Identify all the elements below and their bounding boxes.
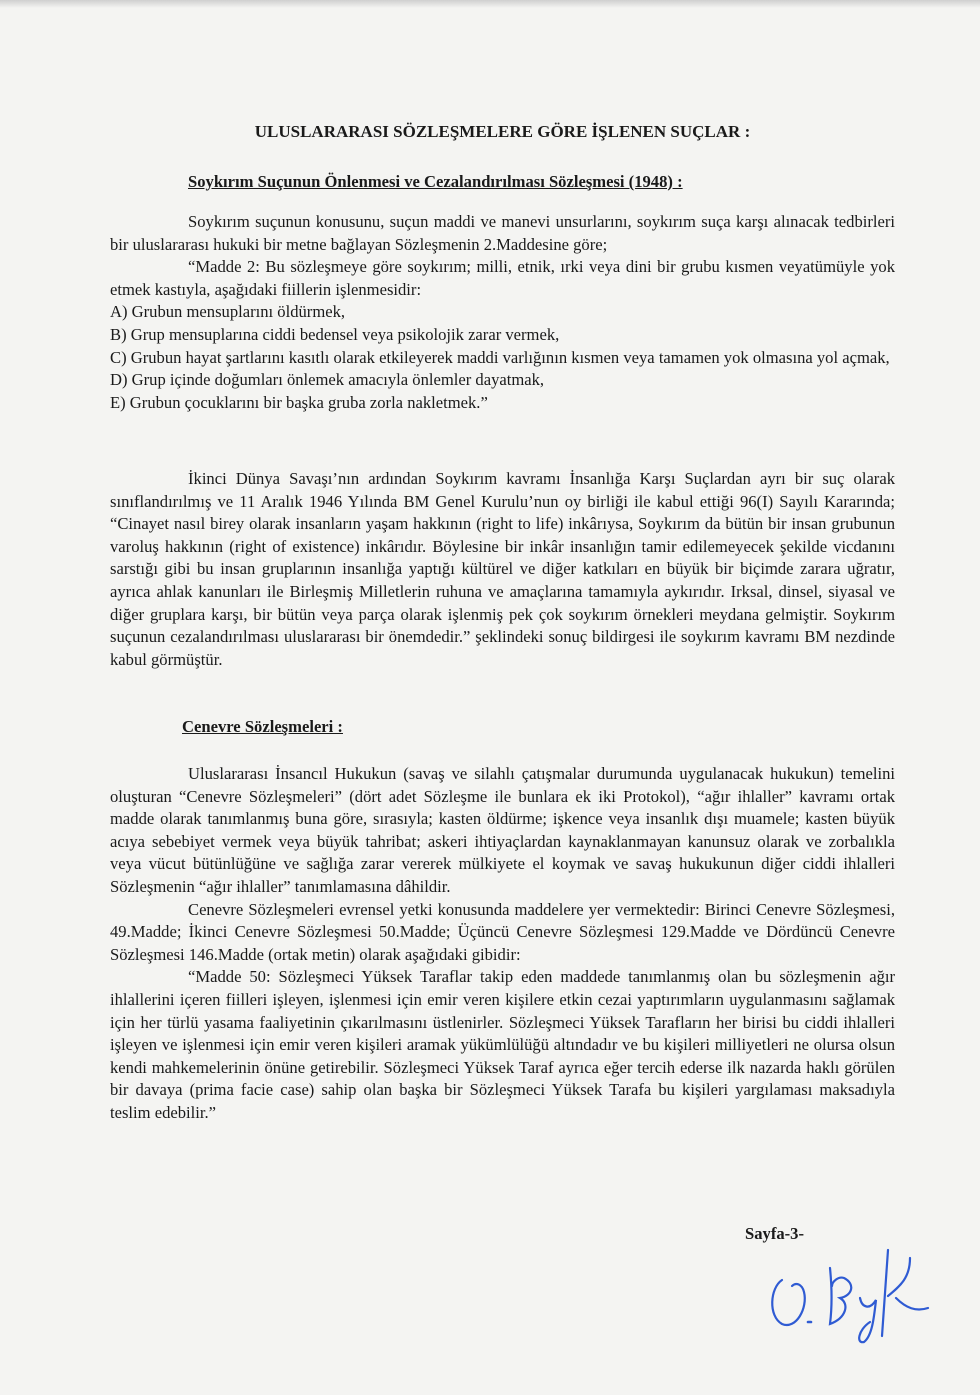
page-number: Sayfa-3- [745, 1224, 804, 1243]
genocide-acts-list [110, 301, 895, 414]
genocide-intro: Soykırım suçunun konusunu, suçun maddi ve manevi unsurlarını, soykırım suça karşı alınacak tedbirleri bir uluslararası hukuki bir metne bağlayan Sözleşmenin 2.Maddesine göre; [110, 212, 895, 254]
geneva-grave-breaches-paragraph: Uluslararası İnsancıl Hukukun (savaş ve silahlı çatışmalar durumunda uygulanacak hukukun) temelini oluşturan “Cenevre Sözleşmeleri” (dört adet Sözleşme ile bunlara ek iki Protokol), “ağır ihlaller” kavramı ortak madde olarak tanımlanmış buna göre, sırasıyla; kasten öldürme; işkence veya insanlık dışı muamele; kasten büyük acıya sebebiyet vermek veya büyük tahribat; askeri ihtiyaçlardan kaynaklanmayan kanunsuz olarak ve zorbalıkla veya vücut bütünlüğüne ve sağlığa zarar vererek mülkiyete el koymak ve savaş hukukunun diğer ciddi ihlalleri Sözleşmenin “ağır ihlaller” tanımlamasına dâhildir. [110, 764, 895, 896]
list-item: D) Grup içinde doğumları önlemek amacıyla önlemler dayatmak, [110, 370, 545, 390]
section-geneva-body [110, 763, 895, 1125]
list-item: E) Grubun çocuklarını bir başka gruba zorla nakletmek.” [110, 392, 488, 412]
un-resolution-paragraph: İkinci Dünya Savaşı’nın ardından Soykırım kavramı İnsanlığa Karşı Suçlardan ayrı bir suç olarak sınıflandırılmış ve 11 Aralık 1946 Yılında BM Genel Kurulu’nun oy birliği ile kabul ettiği 96(I) Sayılı Kararında; “Cinayet nasıl birey olarak insanların yaşam hakkının (right to life) inkârıysa, Soykırım da bütün bir insan grubunun varoluş hakkının (right of existence) inkârıdır. Böylesine bir inkâr insanlığın tamir edilemeyecek şekilde vicdanını sarstığı gibi bu insan gruplarının insanlığa yaptığı kültürel ve diğer katkıları en büyük bir biçimde zarara uğratır, ayrıca ahlak kanunları ile Birleşmiş Milletlerin ruhuna ve amaçlarına tamamıyla aykırıdır. Irksal, dinsel, siyasal ve diğer gruplara karşı, bir bütün veya parça olarak işlenmiş pek çok soykırım örnekleri meydana gelmiştir. Soykırım suçunun cezalandırılması uluslararası bir önemdedir.” şeklindeki sonuç bildirgesi ile soykırım kavramı BM nezdinde kabul görmüştür. [110, 469, 895, 669]
signature-stroke [830, 1268, 851, 1324]
list-item: A) Grubun mensuplarını öldürmek, [110, 302, 346, 322]
list-item: C) Grubun hayat şartlarını kasıtlı olarak etkileyerek maddi varlığının kısmen veya tamamen yok olmasına yol açmak, [110, 347, 890, 367]
signature-image [760, 1238, 960, 1348]
section-heading-genocide: Soykırım Suçunun Önlenmesi ve Cezalandırılması Sözleşmesi (1948) : [188, 172, 683, 191]
section-heading-geneva: Cenevre Sözleşmeleri : [182, 717, 343, 736]
signature-stroke [859, 1298, 876, 1342]
geneva-article-50-quote: “Madde 50: Sözleşmeci Yüksek Taraflar takip eden maddede tanımlanmış olan bu sözleşmenin ağır ihlallerini içeren fiilleri işleyen, işlenmesi için emir veren kişilere etkin cezai yaptırımların uygulanmasını sağlamak için her türlü yasama faaliyetinin çıkarılmasını üstlenirler. Sözleşmeci Yüksek Tarafların her birisi bu ciddi ihlalleri işleyen ve işlenmesi için emir veren kişileri aramak yükümlülüğü altındadır ve bu kişileri milliyetleri ne olursa olsun kendi mahkemelerinin önüne getirebilir. Sözleşmeci Yüksek Taraf ayrıca eğer tercih ederse ilk nazarda haklı görülen bir davaya (prima facie case) sahip olan başka bir Sözleşmeci Yüksek Tarafa bu kişileri yargılaması maksadıyla teslim edebilir.” [110, 967, 895, 1122]
geneva-universal-jurisdiction-paragraph: Cenevre Sözleşmeleri evrensel yetki konusunda maddelere yer vermektedir: Birinci Cenevre Sözleşmesi, 49.Madde; İkinci Cenevre Sözleşmesi 50.Madde; Üçüncü Cenevre Sözleşmesi 129.Madde ve Dördüncü Cenevre Sözleşmesi 146.Madde (ortak metin) olarak aşağıdaki gibidir: [110, 899, 895, 964]
genocide-article-2: “Madde 2: Bu sözleşmeye göre soykırım; milli, etnik, ırki veya dini bir grubu kısmen veyatümüyle yok etmek kastıyla, aşağıdaki fiillerin işlenmesidir: [110, 257, 895, 299]
signature-stroke [772, 1280, 805, 1325]
page-title: ULUSLARARASI SÖZLEŞMELERE GÖRE İŞLENEN SUÇLAR : [254, 122, 751, 141]
scan-edge [0, 0, 980, 8]
section-genocide-body [110, 211, 895, 414]
list-item: B) Grup mensuplarına ciddi bedensel veya psikolojik zarar vermek, [110, 324, 560, 344]
signature-stroke [882, 1250, 928, 1336]
un-resolution-paragraph-block [110, 468, 895, 671]
